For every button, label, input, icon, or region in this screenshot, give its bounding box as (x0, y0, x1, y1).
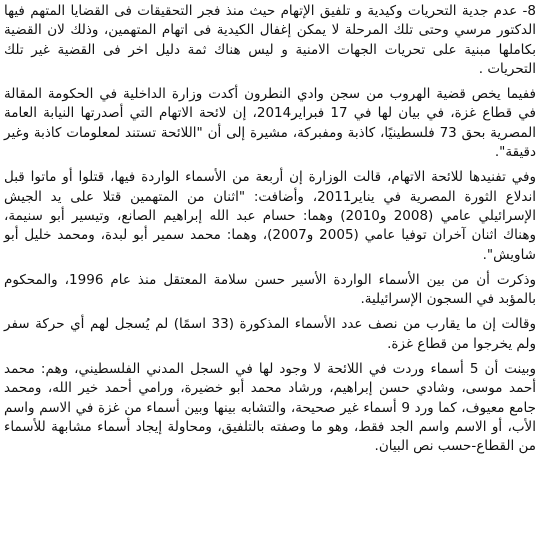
paragraph-prisoner-name: وذكرت أن من بين الأسماء الواردة الأسير حسن سلامة المعتقل منذ عام 1996، والمحكوم بالمؤبد في السجون الإسرائيلية. (4, 271, 536, 308)
paragraph-rebuttal-deceased-names: وفي تفنيدها للائحة الاتهام، قالت الوزارة إن أربعة من الأسماء الواردة فيها، قتلوا أو ماتوا قبل اندلاع الثورة المصرية في يناير2011، وأضافت: "اثنان من المتهمين قتلا على يد الجيش الإسرائيلي عامي (2008 و2010) وهما: حسام عبد الله إبراهيم الصانع، وتيسير أبو سنيمة، وهناك اثنان آخران توفيا عامي (2005 و2007)، وهما: محمد سمير أبو لبدة، ومحمد خليل أبو شاويش". (4, 169, 537, 263)
paragraph-travel-records: وقالت إن ما يقارب من نصف عدد الأسماء المذكورة (33 اسمًا) لم يُسجل لهم أي حركة سفر ولم يخرجوا من قطاع غزة. (4, 316, 537, 352)
paragraph-nonexistent-names: وبينت أن 5 أسماء وردت في اللائحة لا وجود لها في السجل المدني الفلسطيني، وهم: محمد أحمد موسى، وشادي حسن إبراهيم، ورشاد محمد أبو خضيرة، ورامي أحمد خير الله، ومحمد جامع معيوف، كما ورد 9 أسماء غير صحيحة، والتشابه بينها وبين أسماء من غزة في الاسم واسم الأب، أو الاسم واسم الجد فقط، وهو ما وصفته بالتلفيق، ومحاولة إيجاد أسماء مشابهة للأسماء من القطاع-حسب نص البيان. (4, 361, 536, 455)
paragraph-interior-ministry-statement: ففيما يخص قضية الهروب من سجن وادي النطرون أكدت وزارة الداخلية في الحكومة المقالة في قطاع غزة، في بيان لها في 17 فبراير2014، إن لائحة الاتهام التي أصدرتها النيابة العامة المصرية بحق 73 فلسطينيًا، كاذبة ومفبركة، مشيرة إلى أن "اللائحة تستند لمعلومات كاذبة وغير دقيقة". (4, 86, 536, 161)
paragraph-point-8: 8- عدم جدية التحريات وكيدية و تلفيق الإتهام حيث منذ فجر التحقيقات فى القضايا المتهم فيها الدكتور مرسي وحتى تلك المرحلة لا يمكن إغفال الكيدية فى اتهام المتهمين، وذلك لان القضية بكاملها مبنية على تحريات الجهات الامنية و ليس هناك ثمة دليل اخر فى القضية غير تلك التحريات . (4, 3, 536, 77)
